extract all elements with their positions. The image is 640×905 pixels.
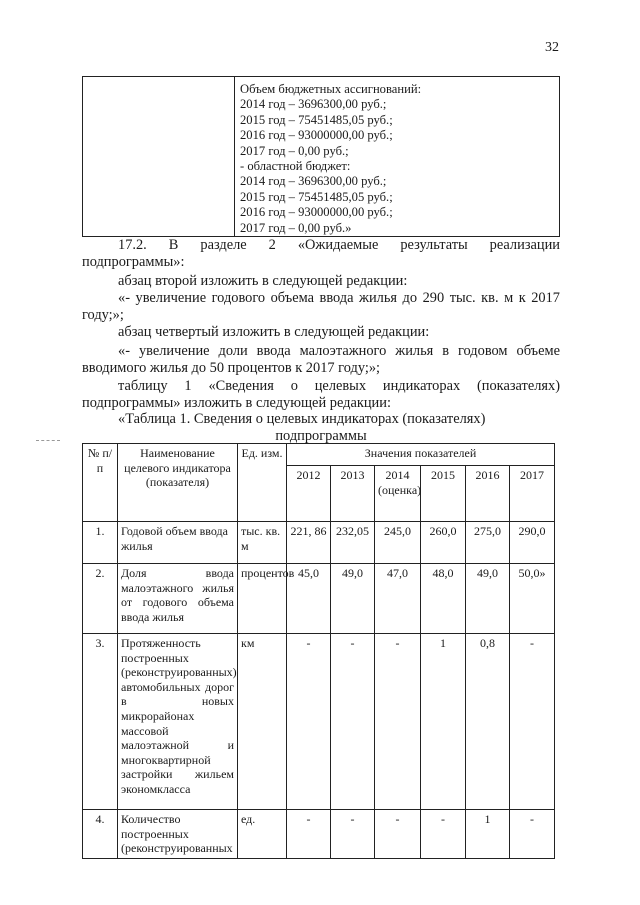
- row-num: 1.: [83, 522, 118, 564]
- row-value: 50,0»: [510, 564, 555, 634]
- row-value: 232,05: [331, 522, 375, 564]
- row-name: Протяженность построенных (реконструированных) автомобильных дорог в новых микрорайонах массовой малоэтажной и многоквартирной застройки жильем экономкласса: [118, 634, 238, 810]
- paragraph-table-1: таблицу 1 «Сведения о целевых индикаторах (показателях): [118, 378, 560, 394]
- table-title: «Таблица 1. Сведения о целевых индикаторах (показателях): [118, 411, 486, 427]
- row-num: 4.: [83, 810, 118, 859]
- budget-line: 2017 год – 0,00 руб.;: [240, 143, 349, 158]
- paragraph-quote-2: «- увеличение доли ввода малоэтажного жилья в годовом объеме: [118, 343, 560, 359]
- row-value: -: [510, 810, 555, 859]
- budget-line: 2015 год – 75451485,05 руб.;: [240, 112, 393, 127]
- budget-line: - областной бюджет:: [240, 159, 351, 174]
- header-name: Наименование целевого индикатора (показателя): [118, 444, 238, 522]
- page-number: 32: [545, 40, 559, 55]
- row-value: -: [287, 810, 331, 859]
- budget-line: 2014 год – 3696300,00 руб.;: [240, 97, 387, 112]
- budget-allocations-cell: [235, 77, 560, 237]
- paragraph-17-2-cont: подпрограммы»:: [82, 254, 185, 270]
- budget-line: 2017 год – 0,00 руб.»: [240, 220, 352, 235]
- row-value: 45,0: [287, 564, 331, 634]
- row-name: Количество построенных (реконструированных: [118, 810, 238, 859]
- row-num: 3.: [83, 634, 118, 810]
- row-value: 0,8: [466, 634, 510, 810]
- indicators-table: [82, 443, 555, 859]
- row-value: 290,0: [510, 522, 555, 564]
- row-value: 49,0: [466, 564, 510, 634]
- budget-line: 2016 год – 93000000,00 руб.;: [240, 128, 393, 143]
- paragraph-abzac-2: абзац второй изложить в следующей редакции:: [118, 273, 408, 289]
- row-unit: тыс. кв. м: [238, 522, 287, 564]
- table-row: [83, 564, 555, 634]
- paragraph-quote-1-cont: году;»;: [82, 307, 124, 323]
- table-row: [83, 810, 555, 859]
- row-name: Годовой объем ввода жилья: [118, 522, 238, 564]
- row-value: -: [287, 634, 331, 810]
- header-year: 2015: [421, 466, 466, 522]
- budget-line: 2016 год – 93000000,00 руб.;: [240, 205, 393, 220]
- row-value: -: [375, 810, 421, 859]
- header-year: 2013: [331, 466, 375, 522]
- row-unit: ед.: [238, 810, 287, 859]
- row-value: -: [510, 634, 555, 810]
- row-value: 275,0: [466, 522, 510, 564]
- empty-cell: [83, 77, 235, 237]
- row-value: -: [375, 634, 421, 810]
- row-value: 48,0: [421, 564, 466, 634]
- row-value: 245,0: [375, 522, 421, 564]
- header-num: № п/п: [83, 444, 118, 522]
- budget-line: 2014 год – 3696300,00 руб.;: [240, 174, 387, 189]
- row-value: 49,0: [331, 564, 375, 634]
- header-year: 2017: [510, 466, 555, 522]
- margin-mark: [36, 440, 60, 441]
- header-year: 2014 (оценка): [375, 466, 421, 522]
- header-values: Значения показателей: [287, 444, 555, 466]
- row-value: -: [421, 810, 466, 859]
- row-value: 47,0: [375, 564, 421, 634]
- header-year: 2012: [287, 466, 331, 522]
- row-value: 221, 86: [287, 522, 331, 564]
- paragraph-17-2: 17.2. В разделе 2 «Ожидаемые результаты реализации: [118, 237, 560, 253]
- row-value: -: [331, 810, 375, 859]
- row-value: 1: [421, 634, 466, 810]
- table-row: [83, 634, 555, 810]
- paragraph-table-1-cont: подпрограммы» изложить в следующей редакции:: [82, 395, 391, 411]
- header-unit: Ед. изм.: [238, 444, 287, 522]
- row-value: -: [331, 634, 375, 810]
- paragraph-abzac-4: абзац четвертый изложить в следующей редакции:: [118, 324, 430, 340]
- row-num: 2.: [83, 564, 118, 634]
- table-title-cont: подпрограммы: [275, 428, 367, 444]
- row-unit: км: [238, 634, 287, 810]
- table-row: [83, 522, 555, 564]
- budget-line: 2015 год – 75451485,05 руб.;: [240, 189, 393, 204]
- row-unit: процентов: [238, 564, 287, 634]
- paragraph-quote-2-cont: вводимого жилья до 50 процентов к 2017 году;»;: [82, 360, 381, 376]
- row-value: 1: [466, 810, 510, 859]
- budget-line: Объем бюджетных ассигнований:: [240, 82, 422, 96]
- row-name: Доля ввода малоэтажного жилья от годового объема ввода жилья: [118, 564, 238, 634]
- header-year: 2016: [466, 466, 510, 522]
- row-value: 260,0: [421, 522, 466, 564]
- paragraph-quote-1: «- увеличение годового объема ввода жилья до 290 тыс. кв. м к 2017: [118, 290, 560, 306]
- budget-continuation-table: [82, 76, 560, 237]
